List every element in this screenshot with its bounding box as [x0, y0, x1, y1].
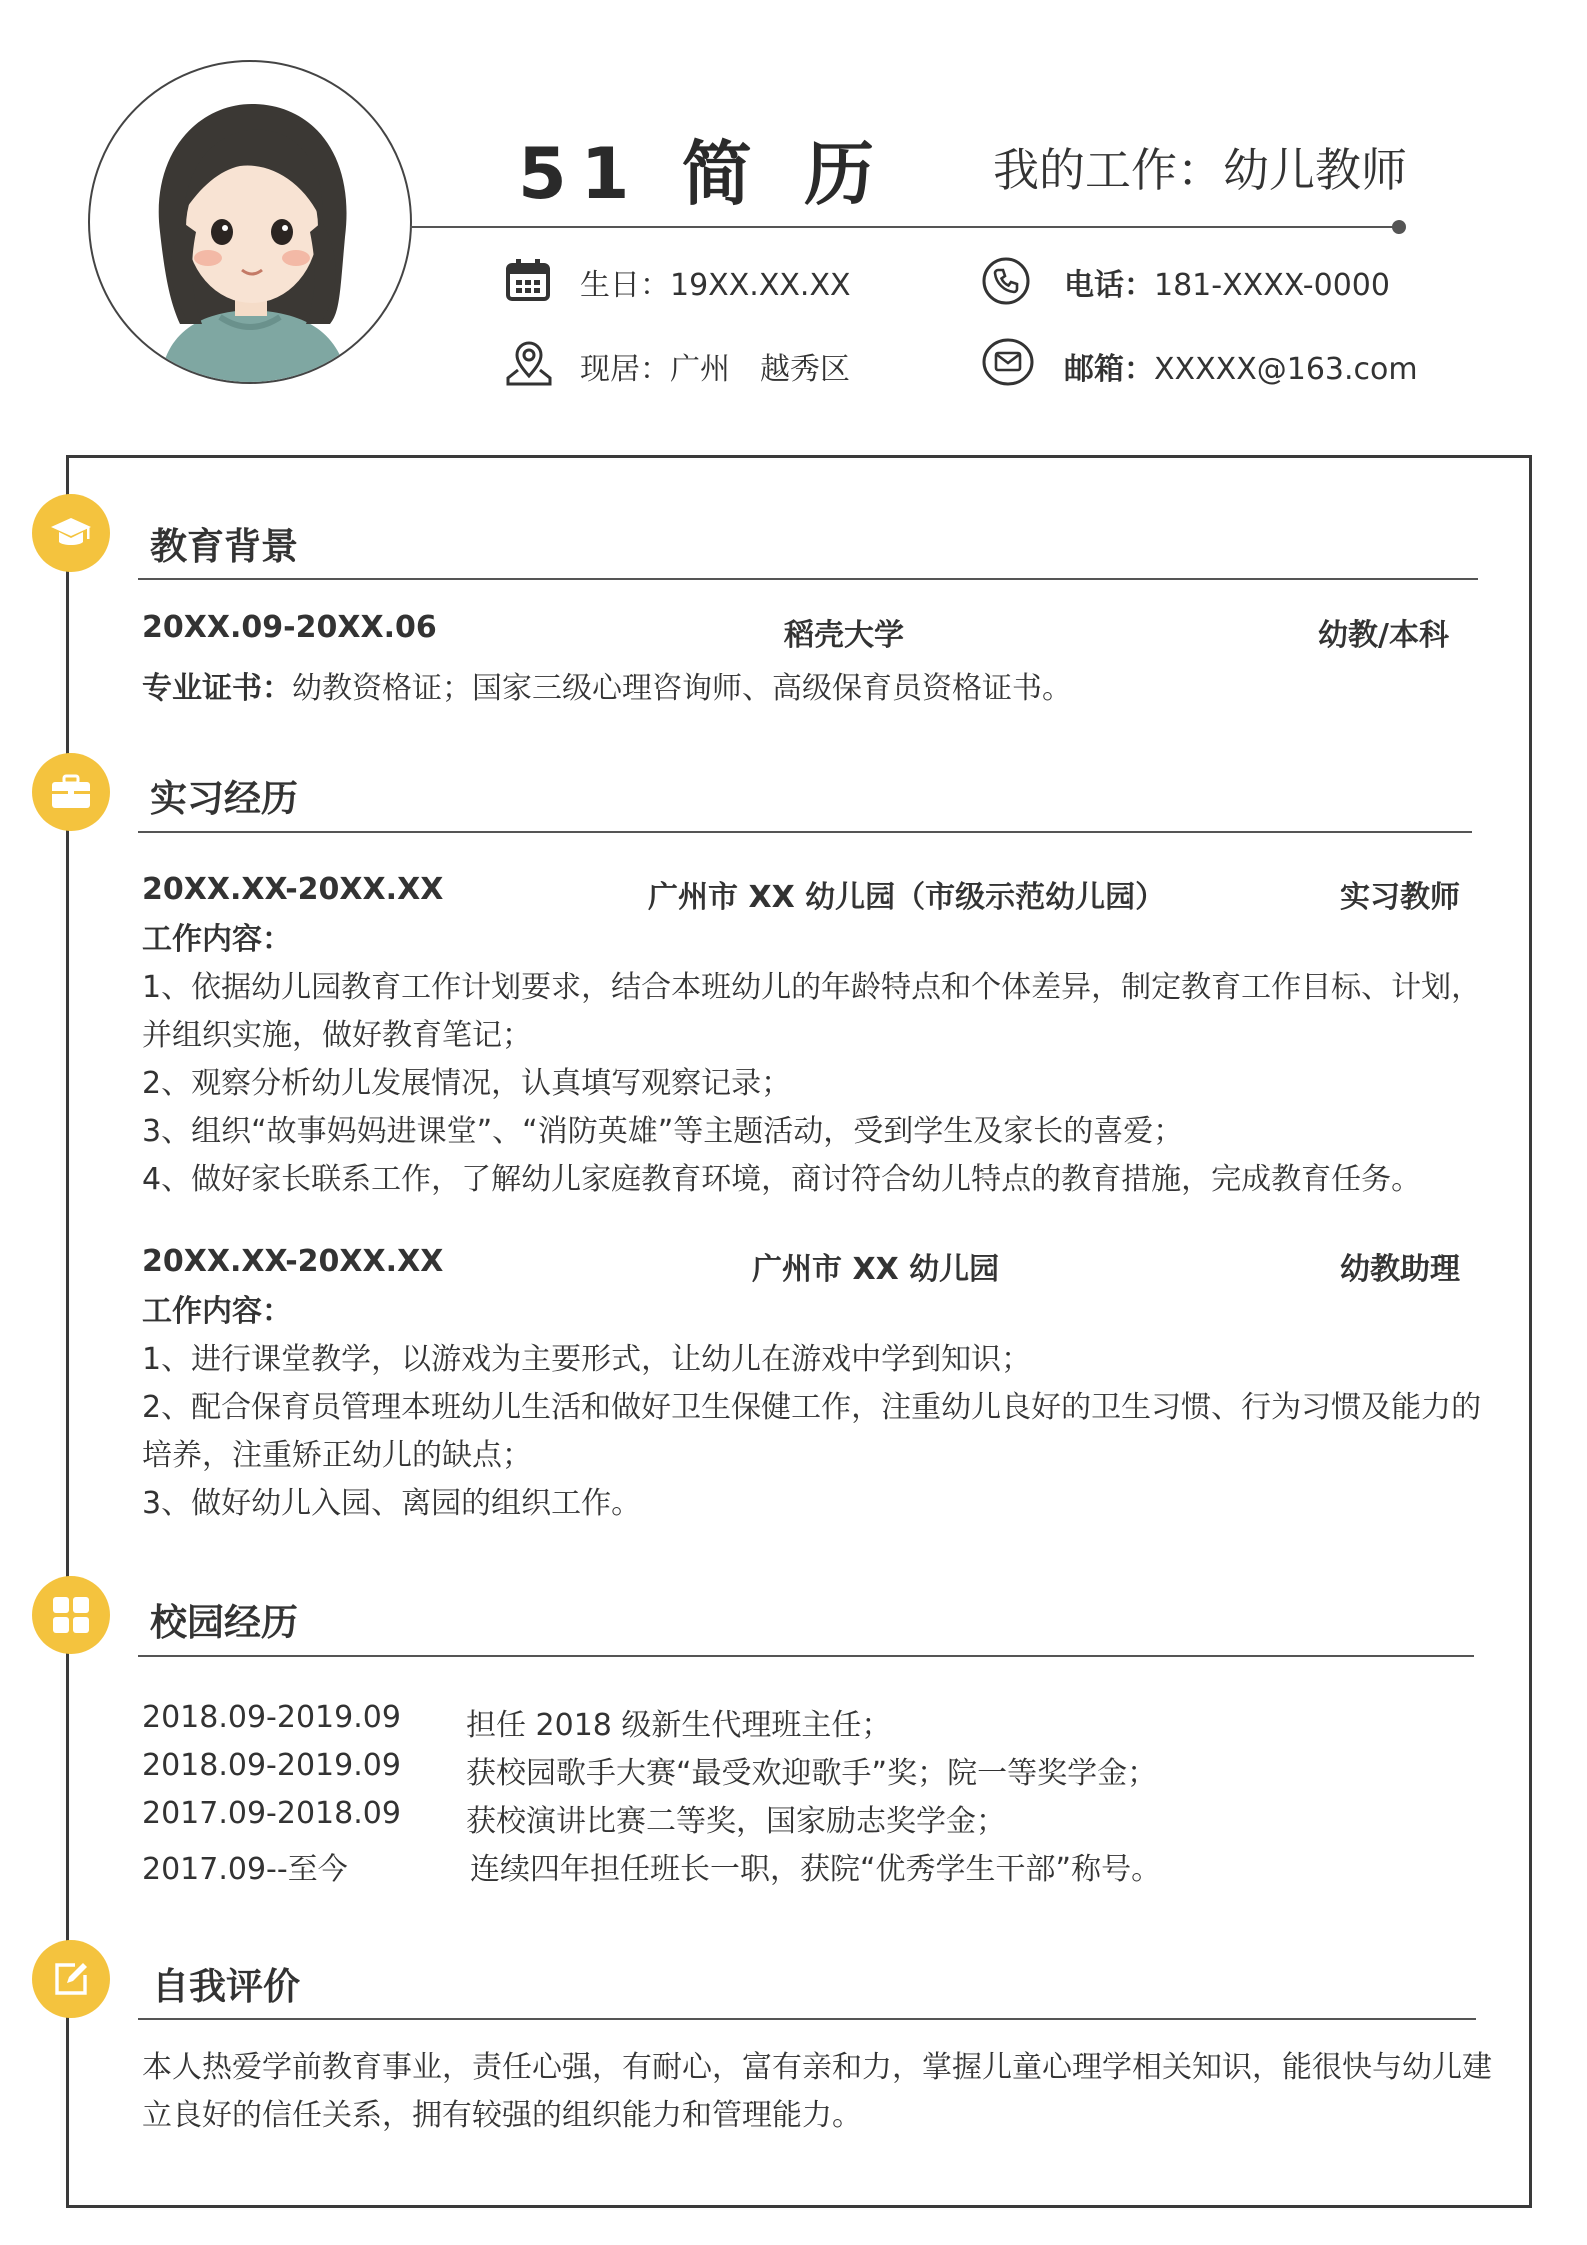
- job-content-line: 3、组织“故事妈妈进课堂”、“消防英雄”等主题活动，受到学生及家长的喜爱；: [142, 1114, 1184, 1149]
- residence-text: 现居：广州 越秀区: [580, 352, 850, 387]
- campus-period: 2018.09-2019.09: [142, 1748, 401, 1783]
- job-content-line: 培养，注重矫正幼儿的缺点；: [142, 1438, 532, 1473]
- section-divider: [138, 831, 1472, 833]
- job-content-label: 工作内容：: [142, 922, 292, 957]
- job-content-line: 3、做好幼儿入园、离园的组织工作。: [142, 1486, 642, 1521]
- location-icon: [505, 340, 551, 386]
- job-content-line: 4、做好家长联系工作，了解幼儿家庭教育环境，商讨符合幼儿特点的教育措施，完成教育任务。: [142, 1162, 1422, 1197]
- section-divider: [138, 1655, 1474, 1657]
- self-evaluation-text: [142, 2044, 1492, 2140]
- education-school: 稻壳大学: [784, 618, 904, 653]
- job-role: 幼教助理: [1340, 1252, 1460, 1287]
- email-text: [1064, 344, 1418, 388]
- section-divider: [138, 2018, 1476, 2020]
- self-evaluation-line: 本人热爱学前教育事业，责任心强，有耐心，富有亲和力，掌握儿童心理学相关知识，能很快与幼儿建: [142, 2050, 1492, 2085]
- section-title-internship: 实习经历: [150, 777, 298, 820]
- phone-label: 电话：: [1064, 268, 1154, 303]
- avatar-illustration: [90, 62, 410, 382]
- email-label: 邮箱：: [1064, 352, 1154, 387]
- job-role: 实习教师: [1340, 880, 1460, 915]
- job-content-line: 2、配合保育员管理本班幼儿生活和做好卫生保健工作，注重幼儿良好的卫生习惯、行为习惯及能力的: [142, 1390, 1482, 1425]
- phone-icon: [982, 257, 1028, 303]
- job-organization: 广州市 XX 幼儿园（市级示范幼儿园）: [648, 880, 1166, 915]
- campus-description: 担任 2018 级新生代理班主任；: [466, 1708, 892, 1743]
- section-title-education: 教育背景: [150, 525, 298, 568]
- phone-text: [1064, 260, 1390, 304]
- job-content: [142, 1288, 1481, 1528]
- campus-description: 获校园歌手大赛“最受欢迎歌手”奖；院一等奖学金；: [466, 1756, 1158, 1791]
- birthday-text: 生日：19XX.XX.XX: [580, 268, 851, 303]
- campus-period: 2017.09-2018.09: [142, 1796, 401, 1831]
- header-divider-dot: [1392, 220, 1406, 234]
- briefcase-icon: [32, 753, 110, 831]
- edit-icon: [32, 1940, 110, 2018]
- email-value[interactable]: XXXXX@163.com: [1154, 352, 1418, 387]
- job-organization: 广州市 XX 幼儿园: [752, 1252, 1000, 1287]
- phone-value[interactable]: 181-XXXX-0000: [1154, 268, 1390, 303]
- job-title: 我的工作：幼儿教师: [993, 143, 1407, 197]
- avatar: [88, 60, 412, 384]
- job-content-line: 1、进行课堂教学，以游戏为主要形式，让幼儿在游戏中学到知识；: [142, 1342, 1032, 1377]
- job-content-line: 2、观察分析幼儿发展情况，认真填写观察记录；: [142, 1066, 792, 1101]
- campus-description: 连续四年担任班长一职，获院“优秀学生干部”称号。: [470, 1852, 1162, 1887]
- cert-text: 幼教资格证；国家三级心理咨询师、高级保育员资格证书。: [292, 671, 1072, 706]
- job-content-line: 1、依据幼儿园教育工作计划要求，结合本班幼儿的年龄特点和个体差异，制定教育工作目标、计划，: [142, 970, 1482, 1005]
- campus-period: 2018.09-2019.09: [142, 1700, 401, 1735]
- cert-label: 专业证书：: [142, 671, 292, 706]
- section-divider: [138, 578, 1478, 580]
- section-title-campus: 校园经历: [150, 1601, 298, 1644]
- job-period: 20XX.XX-20XX.XX: [142, 1244, 444, 1279]
- campus-description: 获校演讲比赛二等奖，国家励志奖学金；: [466, 1804, 1006, 1839]
- self-evaluation-line: 立良好的信任关系，拥有较强的组织能力和管理能力。: [142, 2098, 862, 2133]
- education-certificates: [142, 665, 1072, 713]
- job-content-line: 并组织实施，做好教育笔记；: [142, 1018, 532, 1053]
- email-icon: [982, 336, 1028, 382]
- grid-icon: [32, 1576, 110, 1654]
- header-divider: [410, 226, 1398, 228]
- job-content-label: 工作内容：: [142, 1294, 292, 1329]
- education-degree: 幼教/本科: [1318, 618, 1449, 653]
- education-period: 20XX.09-20XX.06: [142, 610, 437, 645]
- job-period: 20XX.XX-20XX.XX: [142, 872, 444, 907]
- calendar-icon: [505, 257, 551, 303]
- section-title-self-evaluation: 自我评价: [152, 1965, 300, 2008]
- campus-period: 2017.09--至今: [142, 1852, 348, 1887]
- graduation-cap-icon: [32, 494, 110, 572]
- job-content: [142, 916, 1481, 1204]
- resume-brand-title: 51 简 历: [518, 133, 889, 215]
